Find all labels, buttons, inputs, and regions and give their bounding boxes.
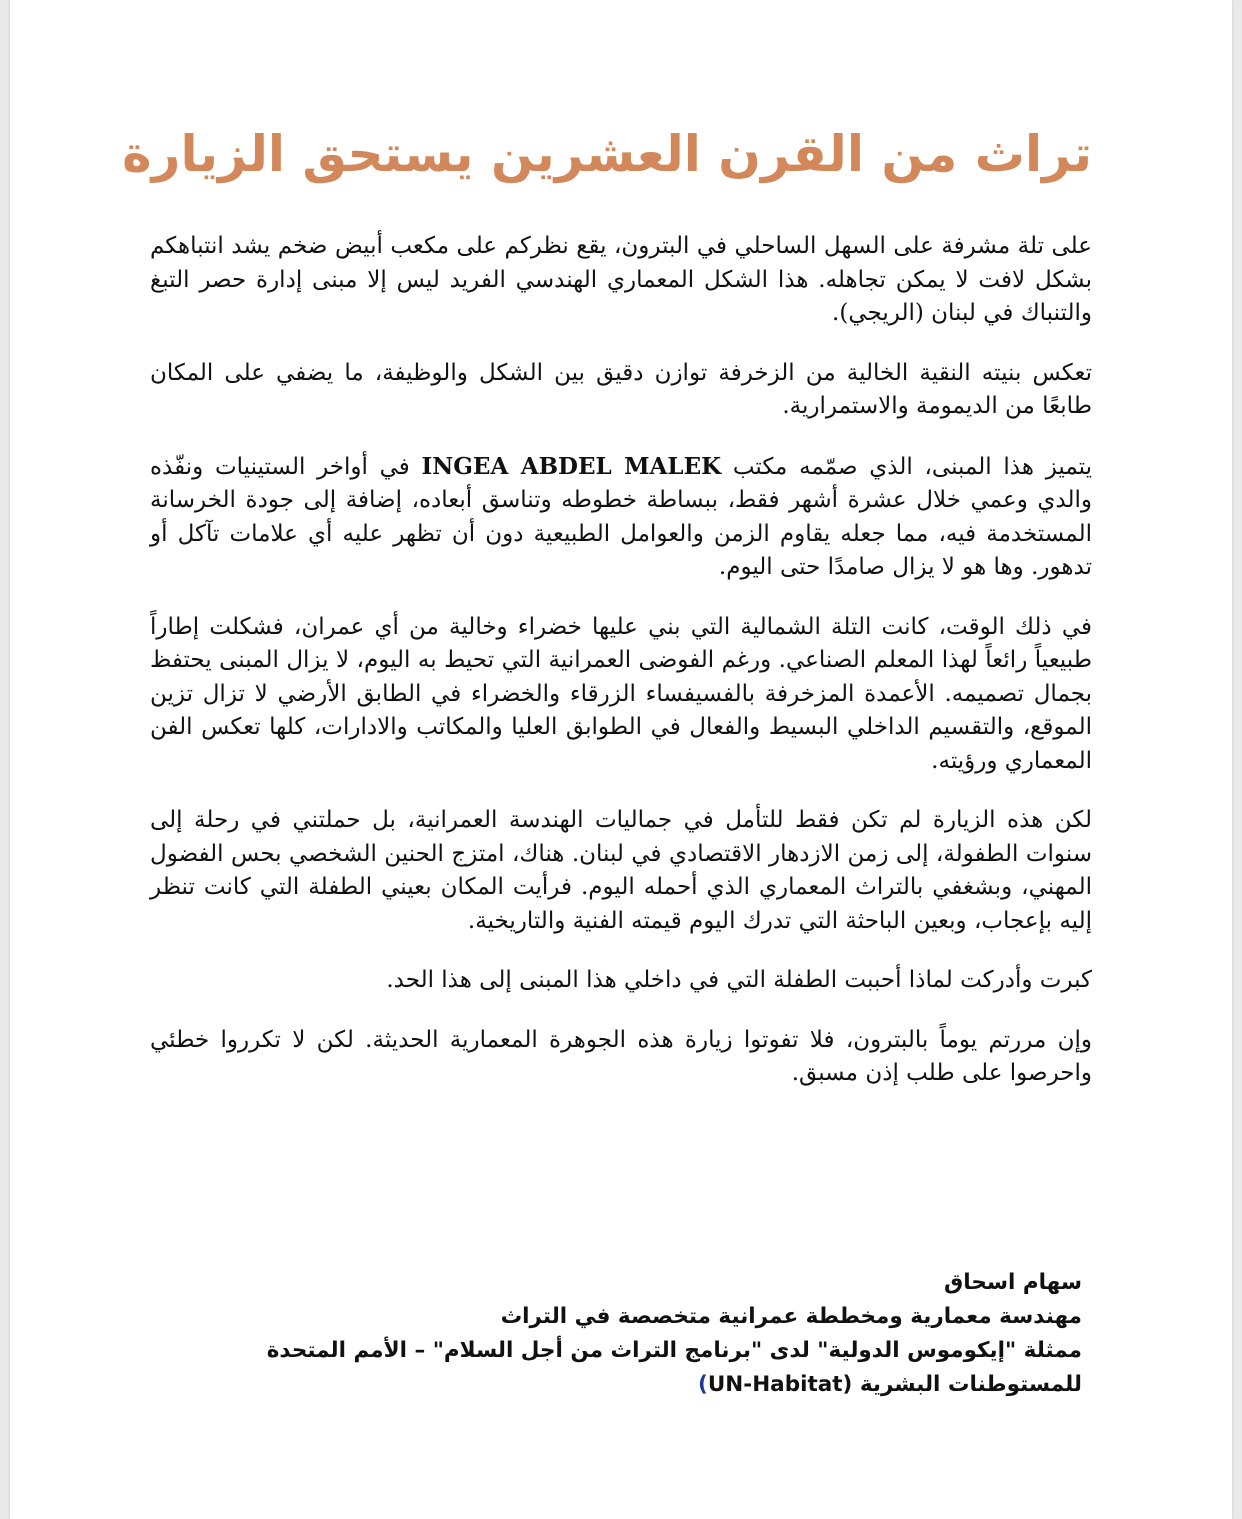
paragraph-3: [150, 450, 1092, 585]
paragraph-6: كبرت وأدركت لماذا أحببت الطفلة التي في داخلي هذا المبنى إلى هذا الحد.: [386, 967, 1092, 993]
affiliation-line2-text: للمستوطنات البشرية (UN-Habitat: [707, 1372, 1082, 1397]
closing-parenthesis: ): [697, 1372, 708, 1397]
paragraph-3-start: يتميز هذا المبنى، الذي صمّمه مكتب: [732, 453, 1092, 480]
author-affiliation-line2: [150, 1368, 1082, 1402]
paragraph-7: وإن مررتم يوماً بالبترون، فلا تفوتوا زيارة هذه الجوهرة المعمارية الحديثة. لكن لا تكرروا خطئي واحرصوا على طلب إذن مسبق.: [150, 1026, 1092, 1086]
article-body: [122, 118, 1092, 1117]
author-affiliation: ممثلة "إيكوموس الدولية" لدى "برنامج التراث من أجل السلام" – الأمم المتحدة: [266, 1338, 1082, 1363]
author-signature: [150, 1266, 1082, 1402]
firm-name: INGEA ABDEL MALEK: [421, 452, 722, 480]
author-role: مهندسة معمارية ومخططة عمرانية متخصصة في التراث: [500, 1304, 1082, 1329]
author-name: سهام اسحاق: [944, 1270, 1082, 1295]
paragraph-5: لكن هذه الزيارة لم تكن فقط للتأمل في جماليات الهندسة العمرانية، بل حملتني في رحلة إلى سنوات الطفولة، إلى زمن الازدهار الاقتصادي في لبنان. هناك، امتزج الحنين الشخصي بحس الفضول المهني، وبشغفي بالتراث المعماري الذي أحمله اليوم. فرأيت المكان بعيني الطفلة التي كانت تنظر إليه بإعجاب، وبعين الباحثة التي تدرك اليوم قيمته الفنية والتاريخية.: [150, 807, 1092, 934]
paragraph-3-end: في أواخر الستينيات ونفّذه والدي وعمي خلال عشرة أشهر فقط، ببساطة خطوطه وتناسق أبعاده، إضافة إلى جودة الخرسانة المستخدمة فيه، مما جعله يقاوم الزمن والعوامل الطبيعية دون أن تظهر عليه أي علامات تآكل أو تدهور. وها هو لا يزال صامدًا حتى اليوم.: [150, 453, 1092, 580]
document-page: [10, 0, 1232, 1519]
paragraph-1: على تلة مشرفة على السهل الساحلي في البترون، يقع نظركم على مكعب أبيض ضخم يشد انتباهكم بشكل لافت لا يمكن تجاهله. هذا الشكل المعماري الهندسي الفريد ليس إلا مبنى إدارة حصر التبغ والتنباك في لبنان (الريجي).: [150, 233, 1092, 326]
paragraph-4: في ذلك الوقت، كانت التلة الشمالية التي بني عليها خضراء وخالية من أي عمران، فشكلت إطاراً طبيعياً رائعاً لهذا المعلم الصناعي. ورغم الفوضى العمرانية التي تحيط به اليوم، لا يزال المبنى يحتفظ بجمال تصميمه. الأعمدة المزخرفة بالفسيفساء الزرقاء والخضراء في الطابق الأرضي لا تزال تزين الموقع، والتقسيم الداخلي البسيط والفعال في الطوابق العليا والمكاتب والادارات، كلها تعكس الفن المعماري ورؤيته.: [150, 613, 1092, 774]
paragraph-2: تعكس بنيته النقية الخالية من الزخرفة توازن دقيق بين الشكل والوظيفة، ما يضفي على المكان طابعًا من الديمومة والاستمرارية.: [150, 359, 1092, 419]
article-title: تراث من القرن العشرين يستحق الزيارة: [122, 125, 1092, 183]
